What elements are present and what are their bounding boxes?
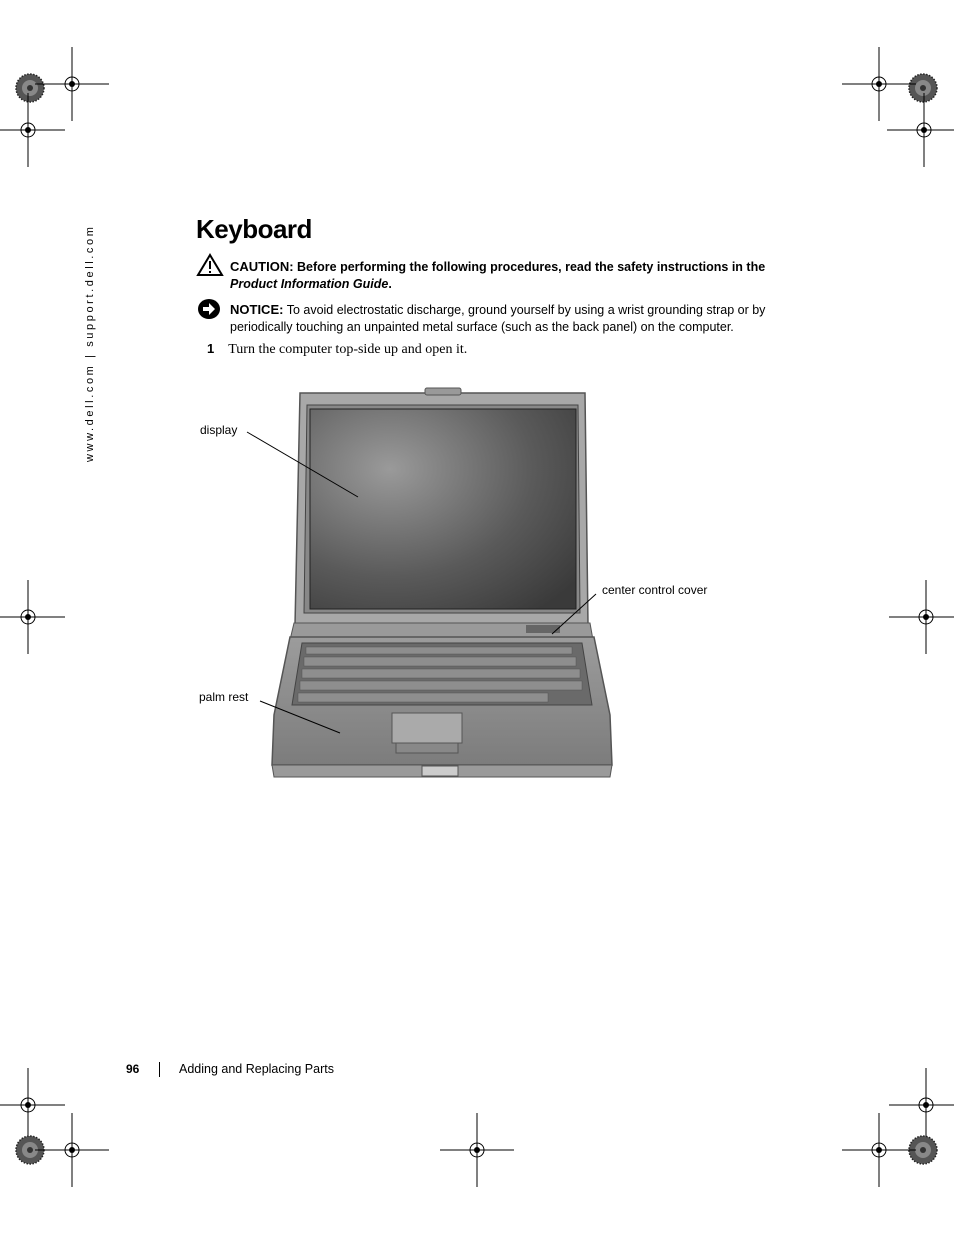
page-title: Keyboard (196, 214, 312, 244)
callout-palm-rest: palm rest (199, 690, 249, 704)
notice-label: NOTICE: (230, 302, 284, 317)
callout-display: display (200, 423, 238, 437)
notice-text: To avoid electrostatic discharge, ground yourself by using a wrist grounding strap or by periodically touching an unpainted metal surface (such as the back panel) on the computer. (230, 303, 766, 334)
caution-text: Before performing the following procedures, read the safety instructions in the (297, 260, 766, 274)
page-number: 96 (126, 1062, 140, 1076)
step-text: Turn the computer top-side up and open it. (228, 342, 468, 357)
caution-label: CAUTION: (230, 259, 294, 274)
footer-section-title: Adding and Replacing Parts (179, 1062, 334, 1076)
footer-separator (159, 1062, 160, 1077)
side-url-text: www.dell.com | support.dell.com (84, 224, 96, 462)
caution-end: . (388, 277, 392, 291)
caution-doc-title: Product Information Guide (230, 277, 389, 291)
step-number: 1 (207, 341, 215, 356)
callout-center-control-cover: center control cover (602, 583, 708, 597)
